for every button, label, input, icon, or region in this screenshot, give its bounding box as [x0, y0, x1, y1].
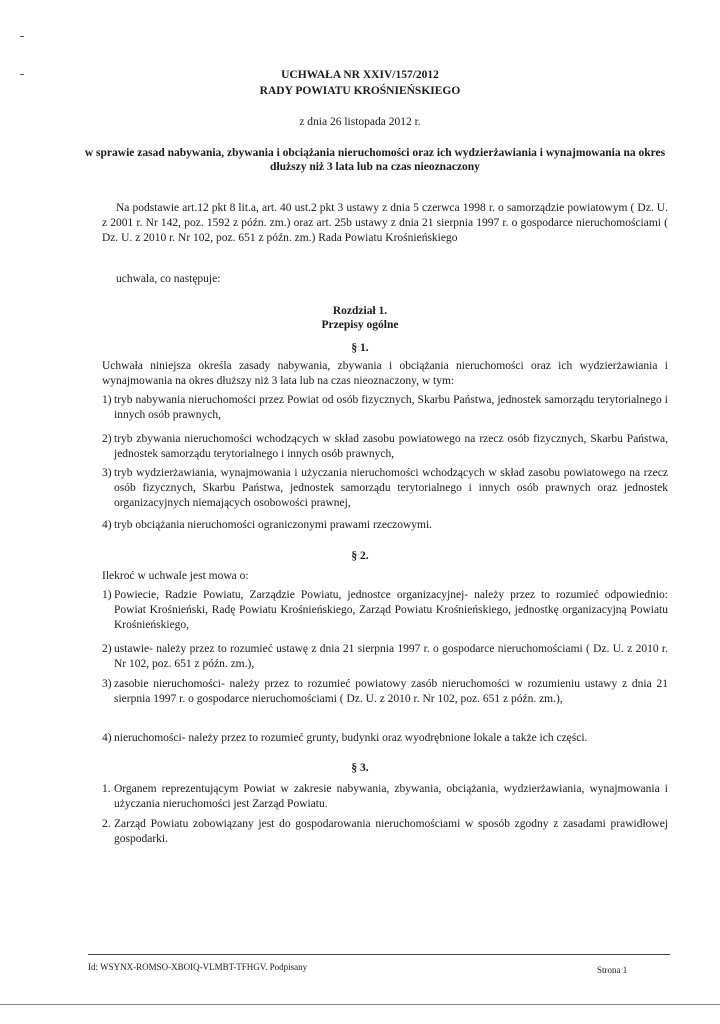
resolution-number: UCHWAŁA NR XXIV/157/2012	[281, 69, 439, 81]
list-item	[102, 782, 668, 812]
item-text: tryb wydzierżawiania, wynajmowania i użyczania nieruchomości wchodzących w skład zasobu powiatowego na rzecz osób fizycznych, Skarbu Państwa, jednostek samorządu terytorialnego i innych osób prawnych oraz jednostek organizacyjnych niemających osobowości prawnej,	[114, 467, 668, 509]
section-3-title: § 3.	[351, 762, 369, 774]
section-2-intro: Ilekroć w uchwale jest mowa o:	[102, 570, 249, 582]
chapter-heading	[0, 304, 720, 332]
item-number: 4)	[102, 732, 112, 744]
legal-basis: Na podstawie art.12 pkt 8 lit.a, art. 40 ust.2 pkt 3 ustawy z dnia 5 czerwca 1998 r. o samorządzie powiatowym ( Dz. U. z 2001 r. Nr 142, poz. 1592 z późn. zm.) oraz art. 25b ustawy z dnia 21 sierpnia 1997 r. o gospodarce nieruchomościami ( Dz. U. z 2010 r. Nr 102, poz. 651 z późn. zm.) Rada Powiatu Krośnieńskiego	[102, 202, 668, 244]
item-number: 1)	[102, 589, 112, 601]
item-text: Powiecie, Radzie Powiatu, Zarządzie Powiatu, jednostce organizacyjnej- należy przez to rozumieć odpowiednio: Powiat Krośnieński, Radę Powiatu Krośnieńskiego, Zarząd Powiatu Krośnieńskiego, jednostkę organizacyjną Powiatu Krośnieńskiego,	[114, 589, 668, 631]
item-text: Organem reprezentującym Powiat w zakresie nabywania, zbywania, obciążania, wydzierżawiania, wynajmowania i użyczania nieruchomości jest Zarząd Powiatu.	[114, 783, 668, 810]
item-number: 1)	[102, 394, 112, 406]
resolves-line: uchwala, co następuje:	[116, 273, 221, 285]
item-number: 3)	[102, 678, 112, 690]
chapter-subtitle: Przepisy ogólne	[321, 319, 399, 331]
footer-divider	[88, 954, 670, 955]
list-item	[102, 588, 668, 633]
page-number: Strona 1	[597, 965, 628, 975]
section-1-intro: Uchwała niniejsza określa zasady nabywania, zbywania i obciążania nieruchomości oraz ich wydzierżawiania i wynajmowania na okres dłuższy niż 3 lata lub na czas nieoznaczony, w tym:	[102, 360, 668, 387]
resolution-subject: w sprawie zasad nabywania, zbywania i obciążania nieruchomości oraz ich wydzierżawiania i wynajmowania na okres dłuższy niż 3 lata lub na czas nieoznaczony	[84, 147, 666, 173]
list-item	[102, 817, 668, 847]
list-item	[102, 677, 668, 707]
scan-mark	[20, 36, 24, 37]
item-number: 2)	[102, 643, 112, 655]
item-number: 2)	[102, 433, 112, 445]
item-text: tryb obciążania nieruchomości ograniczonymi prawami rzeczowymi.	[114, 519, 433, 531]
item-text: zasobie nieruchomości- należy przez to rozumieć powiatowy zasób nieruchomości w rozumieniu ustawy z dnia 21 sierpnia 1997 r. o gospodarce nieruchomościami ( Dz. U. z 2010 r. Nr 102, poz. 651 z późn. zm.),	[114, 678, 668, 705]
item-number: 4)	[102, 519, 112, 531]
item-text: nieruchomości- należy przez to rozumieć grunty, budynki oraz wyodrębnione lokale a także ich części.	[114, 732, 588, 744]
item-number: 1.	[102, 783, 111, 795]
list-item	[102, 432, 668, 462]
list-item	[102, 518, 668, 533]
list-item	[102, 466, 668, 511]
item-number: 3)	[102, 467, 112, 479]
section-2-title: § 2.	[351, 550, 369, 562]
list-item	[102, 393, 668, 423]
council-name: RADY POWIATU KROŚNIEŃSKIEGO	[259, 85, 461, 97]
scan-edge-line	[0, 1004, 720, 1005]
list-item	[102, 731, 668, 746]
item-text: tryb nabywania nieruchomości przez Powiat od osób fizycznych, Skarbu Państwa, jednostek samorządu terytorialnego i innych osób prawnych,	[114, 394, 668, 421]
section-1-title: § 1.	[351, 342, 369, 354]
document-id: Id: WSYNX-ROMSO-XBOIQ-VLMBT-TFHGV. Podpisany	[88, 962, 308, 972]
item-text: Zarząd Powiatu zobowiązany jest do gospodarowania nieruchomościami w sposób zgodny z zasadami prawidłowej gospodarki.	[114, 818, 668, 845]
chapter-title: Rozdział 1.	[332, 305, 388, 317]
resolution-date: z dnia 26 listopada 2012 r.	[299, 116, 421, 128]
item-text: tryb zbywania nieruchomości wchodzących w skład zasobu powiatowego na rzecz osób fizycznych, Skarbu Państwa, jednostek samorządu terytorialnego i innych osób prawnych,	[114, 433, 668, 460]
list-item	[102, 642, 668, 672]
item-number: 2.	[102, 818, 111, 830]
item-text: ustawie- należy przez to rozumieć ustawę z dnia 21 sierpnia 1997 r. o gospodarce nieruchomościami ( Dz. U. z 2010 r. Nr 102, poz. 651 z późn. zm.),	[114, 643, 668, 670]
